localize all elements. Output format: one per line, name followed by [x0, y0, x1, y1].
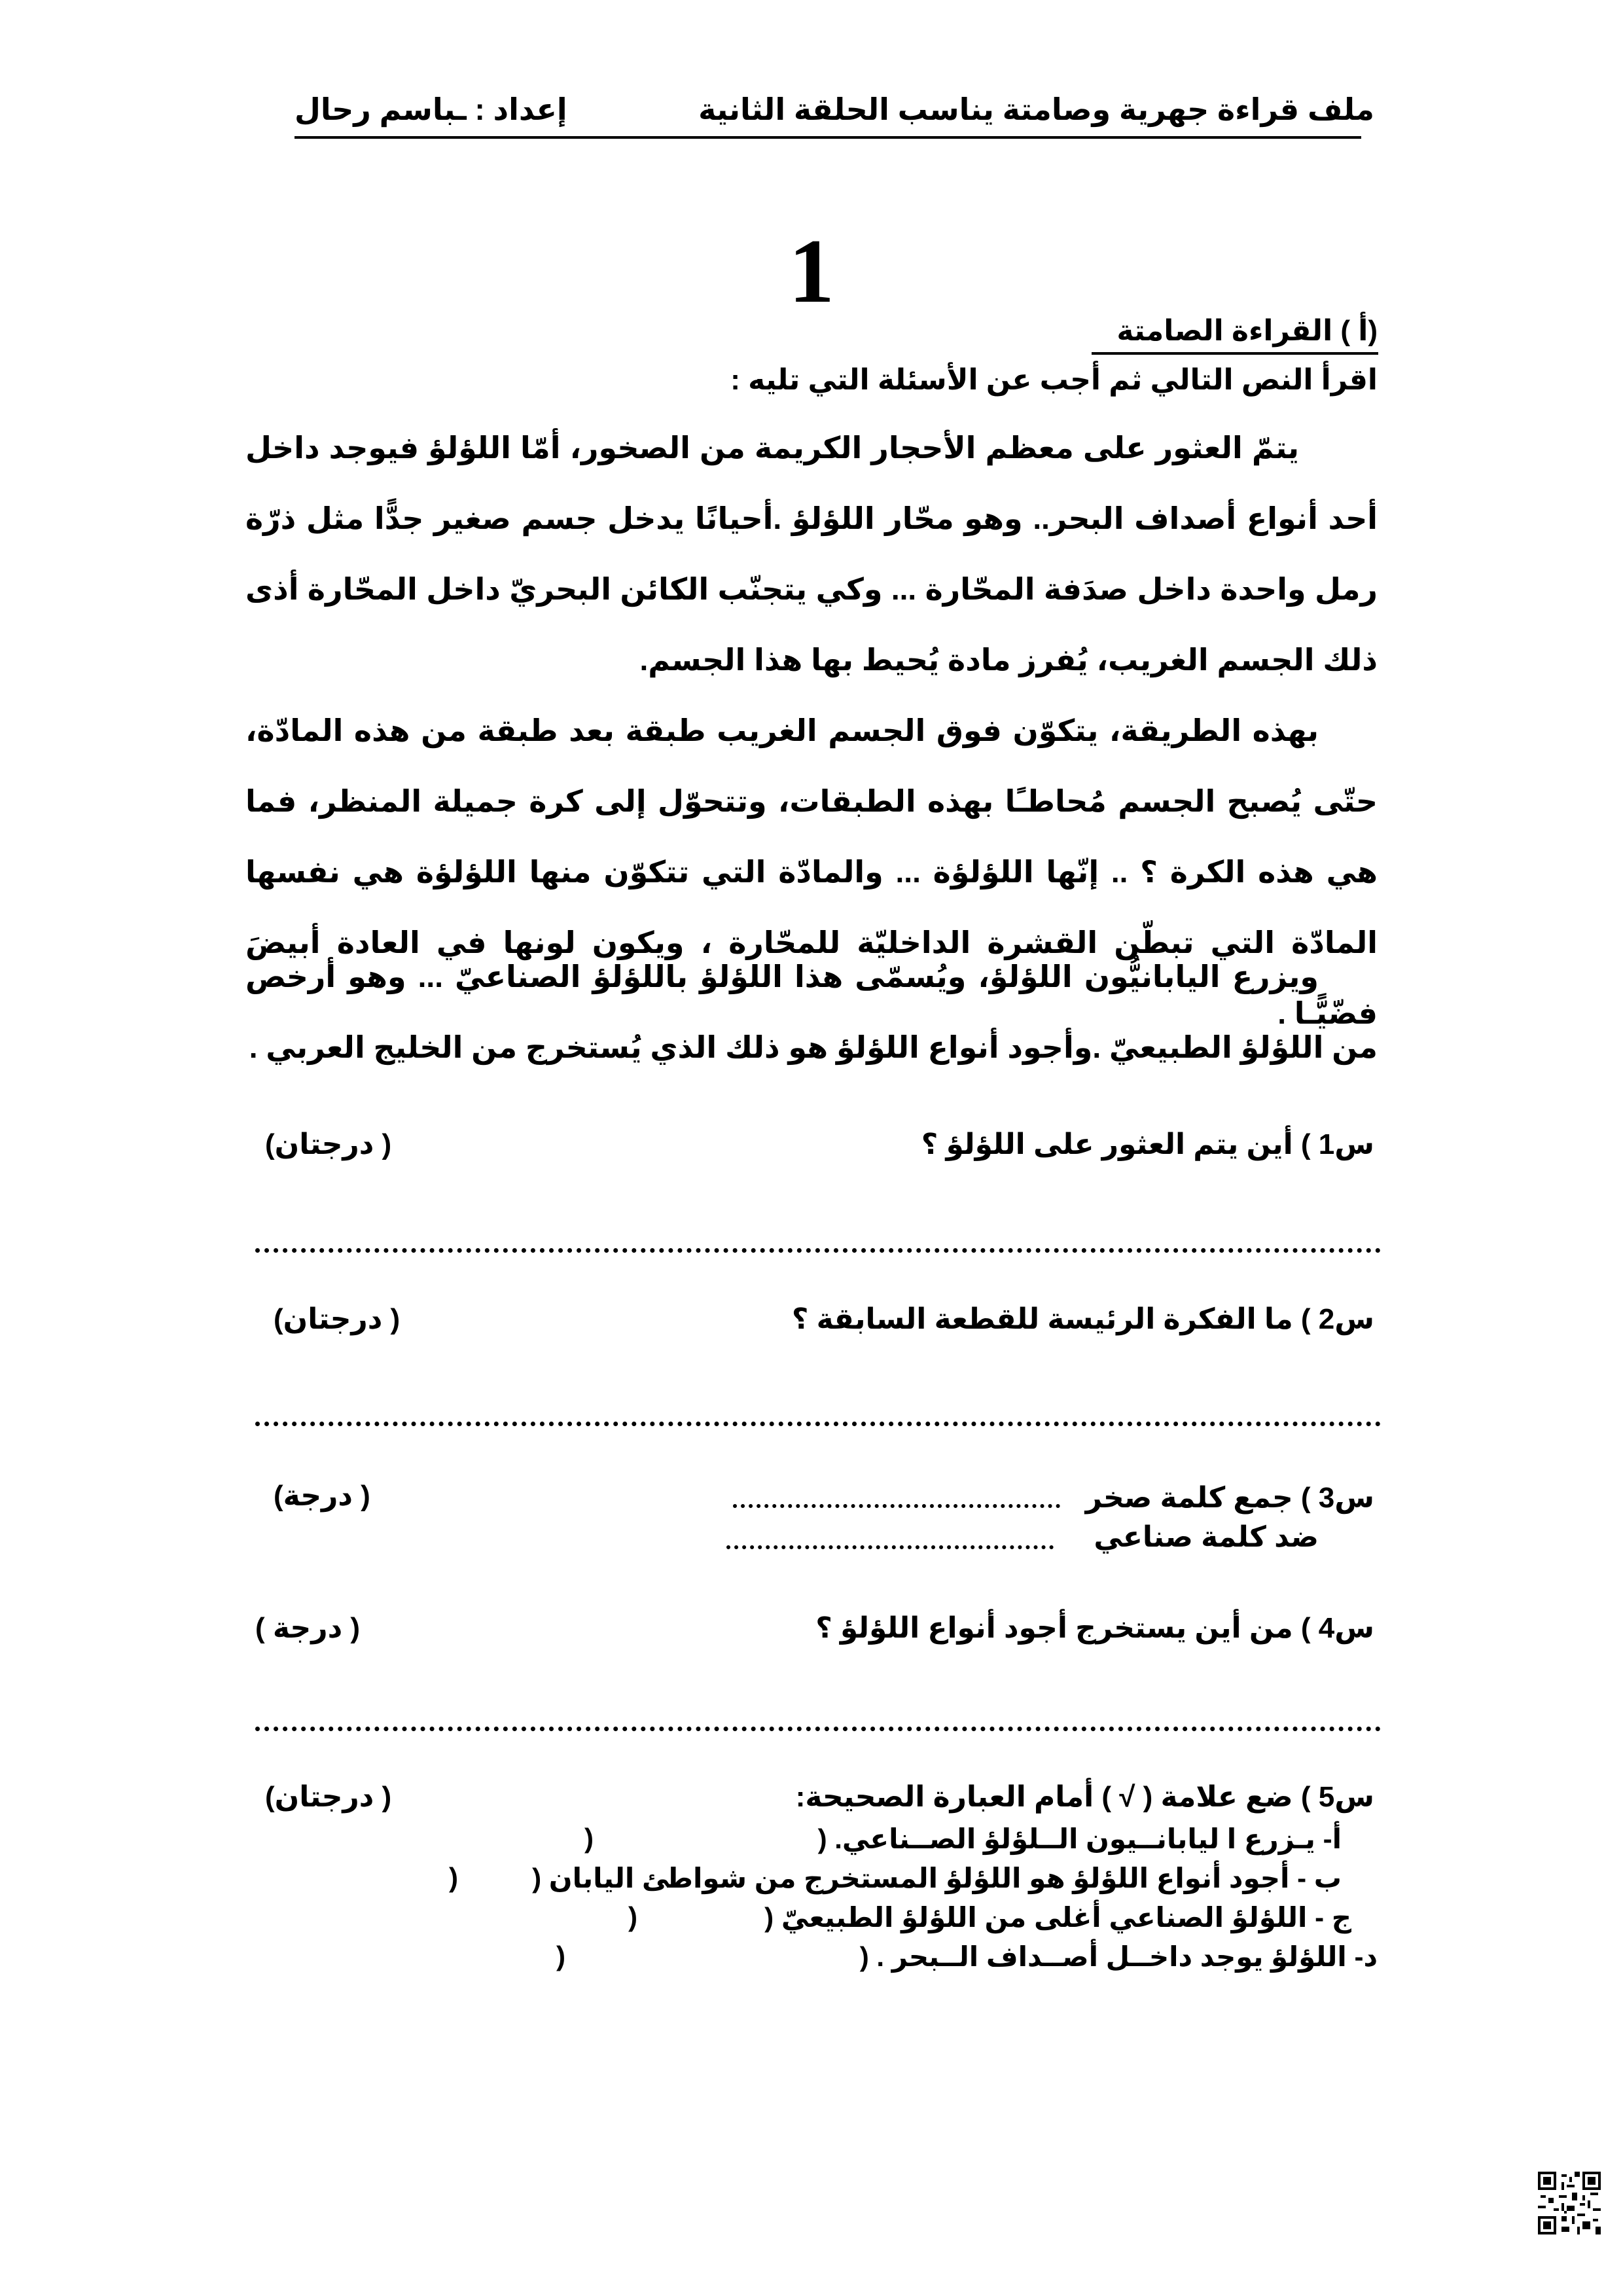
page-number: 1	[789, 221, 834, 322]
statement-c-close-paren[interactable]: )	[628, 1901, 637, 1932]
question-5: س5 ) ضع علامة ( √ ) أمام العبارة الصحيحة:	[795, 1781, 1374, 1813]
question-1: س1 ) أين يتم العثور على اللؤلؤ ؟	[921, 1128, 1374, 1160]
statement-c: ج - اللؤلؤ الصناعي أغلى من اللؤلؤ الطبيعيّ (	[764, 1902, 1351, 1933]
question-3-grade: ( درجة)	[274, 1480, 370, 1512]
statement-a-close-paren[interactable]: )	[584, 1823, 594, 1854]
question-3a: س3 ) جمع كلمة صخر	[1085, 1482, 1374, 1514]
statement-b: ب - أجود أنواع اللؤلؤ هو اللؤلؤ المستخرج من شواطئ اليابان (	[532, 1863, 1342, 1893]
section-heading-underline	[1092, 352, 1378, 355]
question-2: س2 ) ما الفكرة الرئيسة للقطعة السابقة ؟	[791, 1303, 1374, 1335]
statement-a: أ- يـزرع ا ليابانــيون الــلؤلؤ الصــناعي. (	[817, 1823, 1342, 1854]
question-1-grade: ( درجتان)	[265, 1128, 392, 1160]
question-2-grade: ( درجتان)	[274, 1303, 401, 1335]
question-3b-answer-blank[interactable]	[726, 1545, 1054, 1549]
statement-d-close-paren[interactable]: )	[556, 1941, 565, 1971]
question-1-answer-line[interactable]	[255, 1248, 1381, 1253]
question-2-answer-line[interactable]	[255, 1422, 1381, 1426]
document-title: ملف قراءة جهرية وصامتة يناسب الحلقة الثانية	[698, 92, 1374, 126]
question-5-grade: ( درجتان)	[265, 1781, 392, 1813]
question-3a-answer-blank[interactable]	[733, 1504, 1060, 1508]
question-3b: ضد كلمة صناعي	[1094, 1521, 1319, 1553]
passage-paragraph-3: ويزرع اليابانيُّون اللؤلؤ، ويُسمّى هذا اللؤلؤ باللؤلؤ الصناعيّ ... وهو أرخص من اللؤلؤ الطبيعيّ .وأجود أنواع اللؤلؤ هو ذلك الذي يُستخرج من الخليج العربي .	[245, 960, 1378, 1064]
section-heading: (أ ) القراءة الصامتة	[1116, 315, 1378, 347]
passage-paragraph-2: بهذه الطريقة، يتكوّن فوق الجسم الغريب طبقة بعد طبقة من هذه المادّة، حتّى يُصبح الجسم مُحاطـًا بهذه الطبقات، وتتحوّل إلى كرة جميلة المنظر، فما هي هذه الكرة ؟ .. إنّها اللؤلؤة ... والمادّة التي تتكوّن منها اللؤلؤة هي نفسها المادّة التي تبطّن القشرة الداخليّة للمحّارة ، ويكون لونها في العادة أبيضَ فضّيًّـا .	[245, 713, 1378, 1030]
question-4-answer-line[interactable]	[255, 1727, 1381, 1731]
author-line: إعداد : ـباسم رحال	[294, 92, 567, 126]
instruction-text: اقرأ النص التالي ثم أجب عن الأسئلة التي تليه :	[730, 364, 1378, 396]
statement-d: د- اللؤلؤ يوجد داخــل أصــداف الــبحر . (	[859, 1941, 1378, 1972]
question-4-grade: ( درجة )	[255, 1612, 361, 1644]
passage-paragraph-1: يتمّ العثور على معظم الأحجار الكريمة من الصخور، أمّا اللؤلؤ فيوجد داخل أحد أنواع أصداف البحر.. وهو محّار اللؤلؤ .أحيانًا يدخل جسم صغير جدًّا مثل ذرّة رمل واحدة داخل صدَفة المحّارة ... وكي يتجنّب الكائن البحريّ داخل المحّارة أذى ذلك الجسم الغريب، يُفرز مادة يُحيط بها هذا الجسم.	[245, 431, 1378, 677]
qr-code-icon	[1538, 2172, 1601, 2234]
question-4: س4 ) من أين يستخرج أجود أنواع اللؤلؤ ؟	[815, 1612, 1374, 1644]
statement-b-close-paren[interactable]: )	[449, 1862, 458, 1893]
header-underline	[294, 136, 1361, 139]
